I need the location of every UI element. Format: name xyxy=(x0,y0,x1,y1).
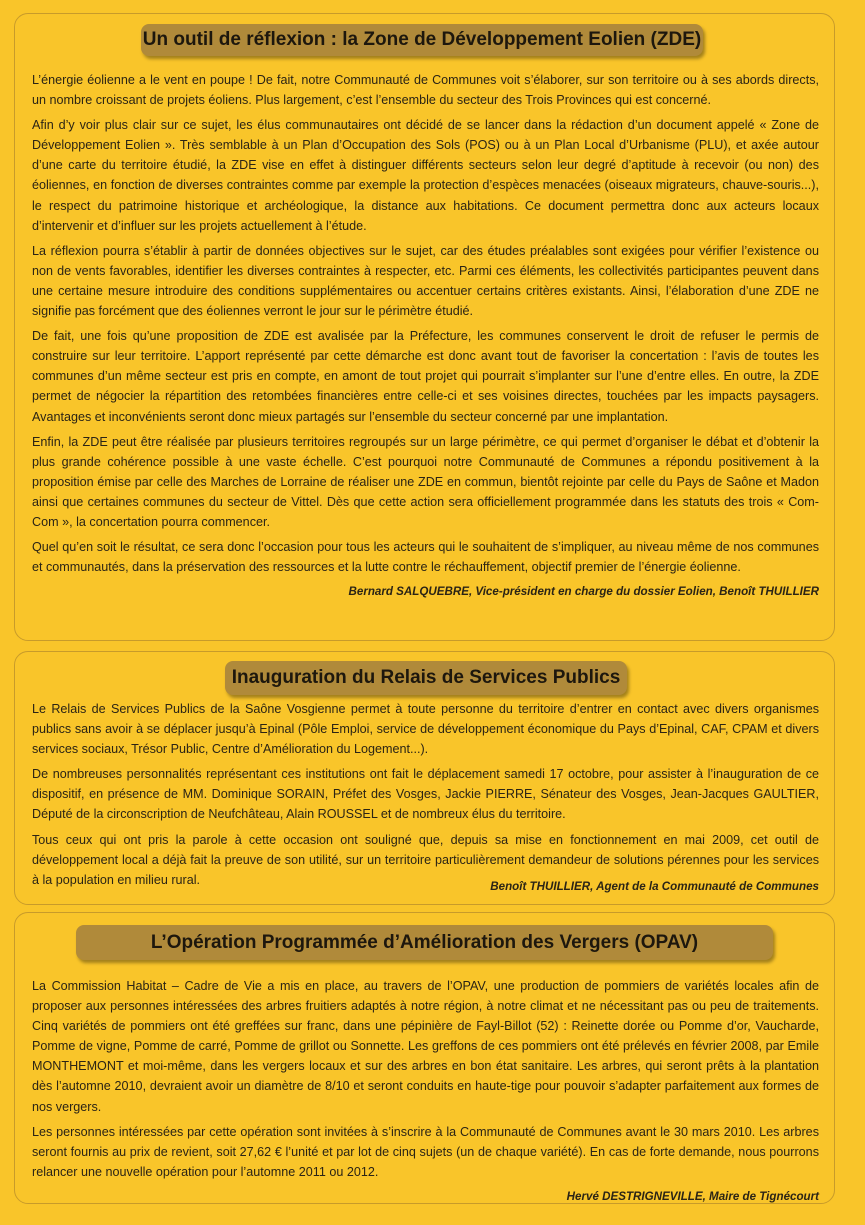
relais-paragraph-2: De nombreuses personnalités représentant ces institutions ont fait le déplacement samedi 17 octobre, pour assister à l’inauguration de ce dispositif, en présence de MM. Dominique SORAIN, Préfet des Vosges, Jackie PIERRE, Sénateur des Vosges, Jean-Jacques GAULTIER, Député de la circonscription de Neufchâteau, Alain ROUSSEL et de nombreux élus du territoire. xyxy=(32,767,819,822)
zde-paragraph-5: Enfin, la ZDE peut être réalisée par plusieurs territoires regroupés sur un large périmètre, ce qui permet d’organiser le débat et d’obtenir la plus grande cohérence possible à une vaste échelle. C’est pourquoi notre Communauté de Communes a répondu positivement à la proposition émise par celle des Marches de Lorraine de réaliser une ZDE en commun, bientôt rejointe par celle du Pays de Saône et Madon ainsi que certaines communes du secteur de Vittel. Dès que cette action sera officiellement programmée dans les statuts des trois « Com-Com », la concertation pourra commencer. xyxy=(32,434,819,529)
relais-paragraph-1: Le Relais de Services Publics de la Saône Vosgienne permet à toute personne du territoire d’entrer en contact avec divers organismes publics sans avoir à se déplacer jusqu’à Epinal (Pôle Emploi, service de développement économique du Pays d’Epinal, CAF, CPAM et divers services sociaux, Trésor Public, Centre d’Amélioration du Logement...). xyxy=(32,702,819,757)
zde-paragraph-1: L’énergie éolienne a le vent en poupe ! De fait, notre Communauté de Communes voit s’élaborer, sur son territoire ou à ses abords directs, un nombre croissant de projets éoliens. Plus largement, c’est l’ensemble du secteur des Trois Provinces qui est concerné. xyxy=(32,73,819,108)
zde-paragraph-3: La réflexion pourra s’établir à partir de données objectives sur le sujet, car des études préalables sont exigées pour vérifier l’existence ou non de vents favorables, identifier les diverses contraintes à respecter, etc. Parmi ces éléments, les collectivités participantes peuvent dans une certaine mesure introduire des conditions supplémentaires ou accentuer certains critères existants. Ainsi, l’élaboration d’une ZDE ne signifie pas forcément que des éoliennes verront le jour sur le périmètre étudié. xyxy=(32,243,819,319)
relais-article-body xyxy=(32,699,819,897)
zde-article-title: Un outil de réflexion : la Zone de Développement Eolien (ZDE) xyxy=(141,24,703,56)
relais-article xyxy=(14,651,835,905)
opav-article-body xyxy=(32,976,819,1207)
opav-paragraph-2: Les personnes intéressées par cette opération sont invitées à s’inscrire à la Communauté de Communes avant le 30 mars 2010. Les arbres seront fournis au prix de revient, soit 27,62 € l’unité et par lot de cinq sujets (un de chaque variété). En cas de forte demande, nous pourrons relancer une nouvelle opération pour l’automne 2011 ou 2012. xyxy=(32,1124,819,1179)
relais-signature: Benoît THUILLIER, Agent de la Communauté de Communes xyxy=(490,879,819,893)
zde-article xyxy=(14,13,835,641)
zde-paragraph-4: De fait, une fois qu’une proposition de ZDE est avalisée par la Préfecture, les communes conservent le droit de refuser le permis de construire sur leur territoire. L’apport représenté par cette démarche est donc avant tout de favoriser la concertation : l’avis de toutes les communes d’un même secteur est pris en compte, en amont de tout projet qui pourrait s’implanter sur l’une d’entre elles. En outre, la ZDE permet de négocier la répartition des retombées financières entre celle-ci et ses voisines directes, touchées par les impacts paysagers. Avantages et inconvénients seront donc mieux partagés sur l’ensemble du secteur concerné par une implantation. xyxy=(32,329,819,424)
opav-signature: Hervé DESTRIGNEVILLE, Maire de Tignécourt xyxy=(566,1189,819,1203)
relais-paragraph-3: Tous ceux qui ont pris la parole à cette occasion ont souligné que, depuis sa mise en fonctionnement en mai 2009, cet outil de développement local a déjà fait la preuve de son utilité, sur un territoire particulièrement demandeur de solutions pérennes pour les services à la population en milieu rural. xyxy=(32,832,819,887)
zde-article-body xyxy=(32,70,819,602)
zde-signature: Bernard SALQUEBRE, Vice-président en charge du dossier Eolien, Benoît THUILLIER xyxy=(348,585,819,599)
opav-article xyxy=(14,912,835,1204)
zde-paragraph-2: Afin d’y voir plus clair sur ce sujet, les élus communautaires ont décidé de se lancer dans la rédaction d’un document appelé « Zone de Développement Eolien ». Très semblable à un Plan d’Occupation des Sols (POS) ou à un Plan Local d’Urbanisme (PLU), et axée autour d’une carte du territoire étudié, la ZDE vise en effet à distinguer différents secteurs selon leur degré d’aptitude à recevoir (ou non) des éoliennes, en fonction de diverses contraintes comme par exemple la protection d’espèces menacées (oiseaux migrateurs, chauve-souris...), le respect du patrimoine historique et archéologique, la distance aux habitations. Ce document permettra donc aux acteurs locaux d’intervenir et d’influer sur les projets actuellement à l’étude. xyxy=(32,118,819,233)
opav-article-title: L’Opération Programmée d’Amélioration des Vergers (OPAV) xyxy=(76,925,773,960)
zde-paragraph-6: Quel qu’en soit le résultat, ce sera donc l’occasion pour tous les acteurs qui le souhaitent de s’impliquer, au niveau même de nos communes et communautés, dans la préservation des ressources et la lutte contre le réchauffement, objectif premier de l’énergie éolienne. xyxy=(32,540,819,575)
opav-paragraph-1: La Commission Habitat – Cadre de Vie a mis en place, au travers de l’OPAV, une production de pommiers de variétés locales afin de proposer aux personnes intéressées des arbres fruitiers adaptés à notre région, à notre climat et ne nécessitant pas ou peu de traitements. Cinq variétés de pommiers ont été greffées sur franc, dans une pépinière de Fayl-Billot (52) : Reinette dorée ou Pomme d’or, Vaucharde, Pomme de vigne, Pomme de carré, Pomme de grillot ou Sonnette. Les greffons de ces pommiers ont été prélevés en février 2008, par Emile MONTHEMONT et moi-même, dans les vergers locaux et sur des arbres en bon état sanitaire. Les arbres, qui seront prêts à la plantation dès l’automne 2010, devraient avoir un diamètre de 8/10 et seront conduits en haute-tige pour pouvoir s’adapter parfaitement aux formes de nos vergers. xyxy=(32,979,819,1114)
relais-article-title: Inauguration du Relais de Services Publics xyxy=(225,661,627,695)
